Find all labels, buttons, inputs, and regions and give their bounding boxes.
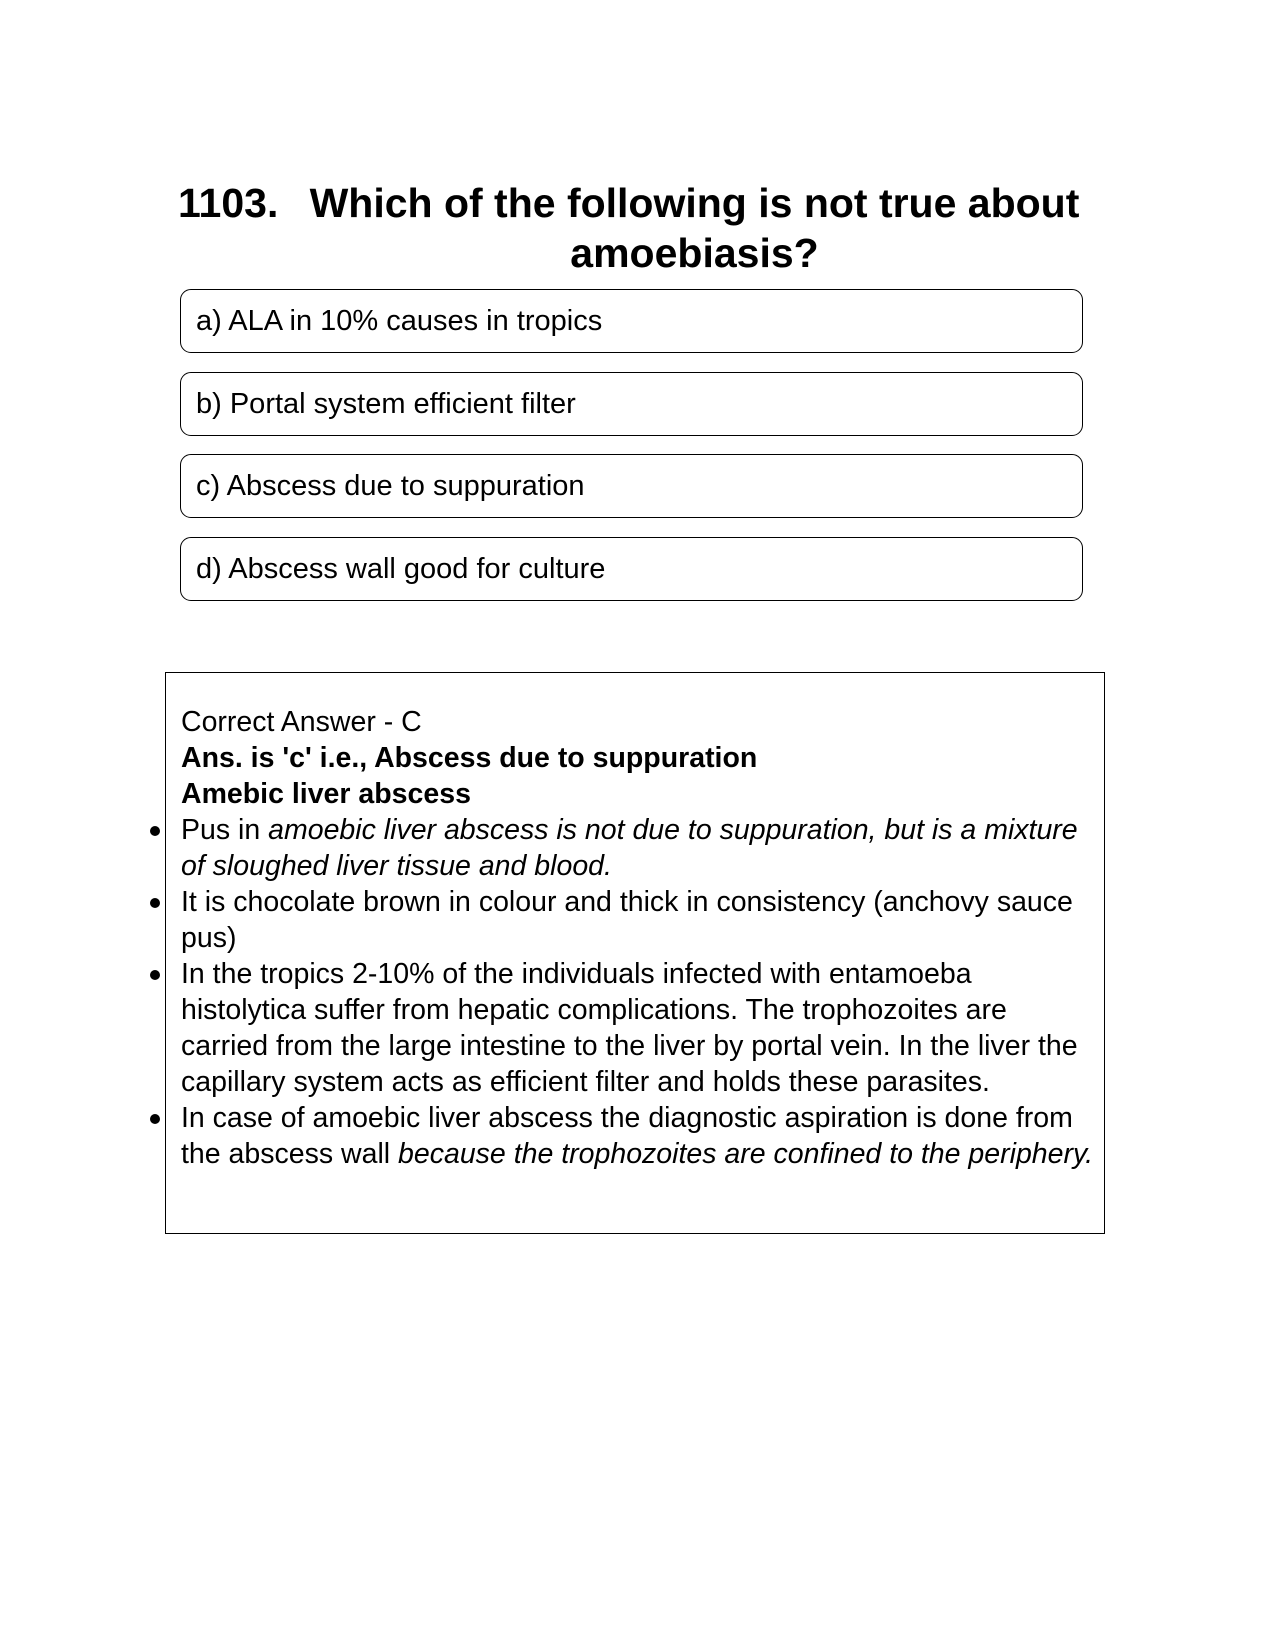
correct-answer-label: Correct Answer - C: [181, 706, 422, 738]
answer-explanation: [181, 704, 1101, 1172]
option-c[interactable]: [180, 454, 1083, 518]
bullet-dot-icon: [150, 826, 160, 836]
bullet-item: In case of amoebic liver abscess the diagnostic aspiration is done from the abscess wall because the trophozoites are confined to the periphery.: [181, 1100, 1101, 1172]
bullet-item: In the tropics 2-10% of the individuals infected with entamoeba histolytica suffer from hepatic complications. The trophozoites are carried from the large intestine to the liver by portal vein. In the liver the capillary system acts as efficient filter and holds these parasites.: [181, 956, 1101, 1100]
bullet-item: Pus in amoebic liver abscess is not due to suppuration, but is a mixture of sloughed liver tissue and blood.: [181, 812, 1101, 884]
bullet-dot-icon: [150, 1114, 160, 1124]
bullet-item: It is chocolate brown in colour and thick in consistency (anchovy sauce pus): [181, 884, 1101, 956]
question-number: 1103.: [178, 180, 279, 226]
option-b-label: b) Portal system efficient filter: [196, 387, 576, 420]
option-b[interactable]: [180, 372, 1083, 436]
bullet-dot-icon: [150, 898, 160, 908]
answer-statement: Ans. is 'c' i.e., Abscess due to suppuration: [181, 742, 758, 774]
option-c-label: c) Abscess due to suppuration: [196, 469, 585, 502]
question-heading: [178, 178, 1088, 278]
option-a-label: a) ALA in 10% causes in tropics: [196, 304, 603, 337]
bullet-dot-icon: [150, 970, 160, 980]
explanation-heading: Amebic liver abscess: [181, 778, 471, 810]
option-a[interactable]: [180, 289, 1083, 353]
option-d-label: d) Abscess wall good for culture: [196, 552, 606, 585]
question-text: Which of the following is not true about amoebiasis?: [309, 180, 1080, 276]
option-d[interactable]: [180, 537, 1083, 601]
